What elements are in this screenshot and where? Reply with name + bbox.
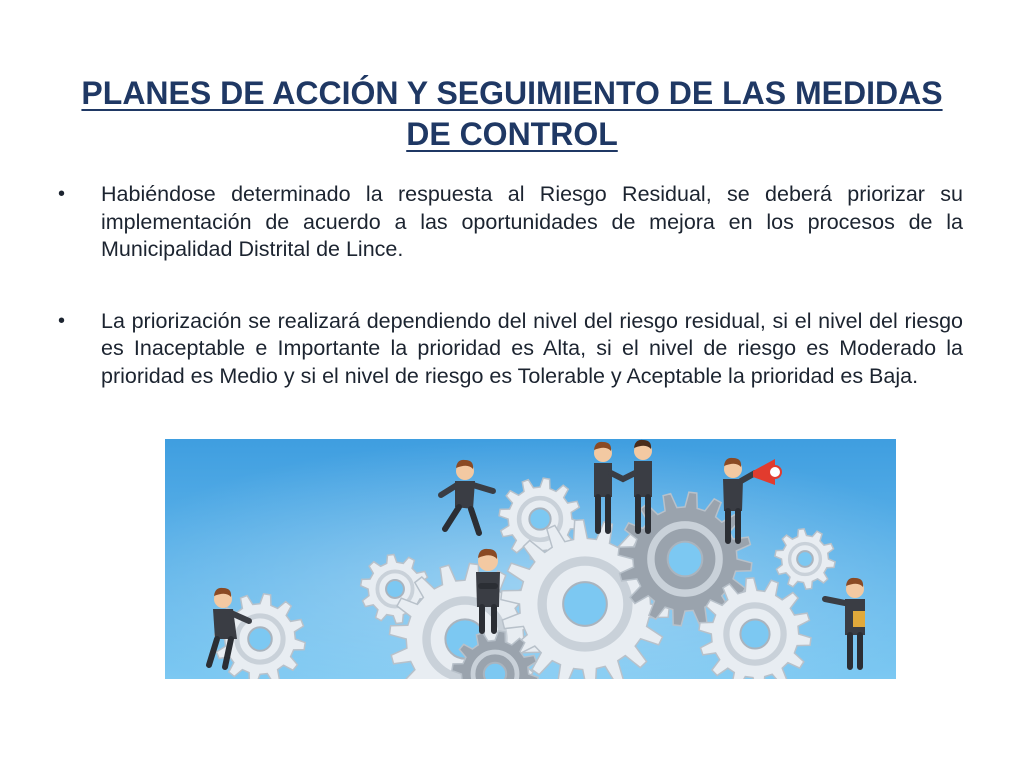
teamwork-gears-illustration [165,439,896,679]
bullet-marker: • [58,309,66,332]
slide-title: PLANES DE ACCIÓN Y SEGUIMIENTO DE LAS MEDIDAS DE CONTROL [81,75,943,153]
bullet-item-prioritization [58,308,963,391]
bullet-list [58,181,963,390]
bullet-text: La priorización se realizará dependiendo del nivel del riesgo residual, si el nivel del riesgo es Inaceptable e Importante la prioridad es Alta, si el nivel de riesgo es Moderado la prioridad es Medio y si el nivel de riesgo es Tolerable y Aceptable la prioridad es Baja. [101,308,963,388]
bullet-text: Habiéndose determinado la respuesta al Riesgo Residual, se deberá priorizar su implementación de acuerdo a las oportunidades de mejora en los procesos de la Municipalidad Distrital de Lince. [101,182,963,261]
bullet-marker: • [58,183,66,205]
gears-image [165,439,896,679]
bullet-item-response [58,181,963,264]
